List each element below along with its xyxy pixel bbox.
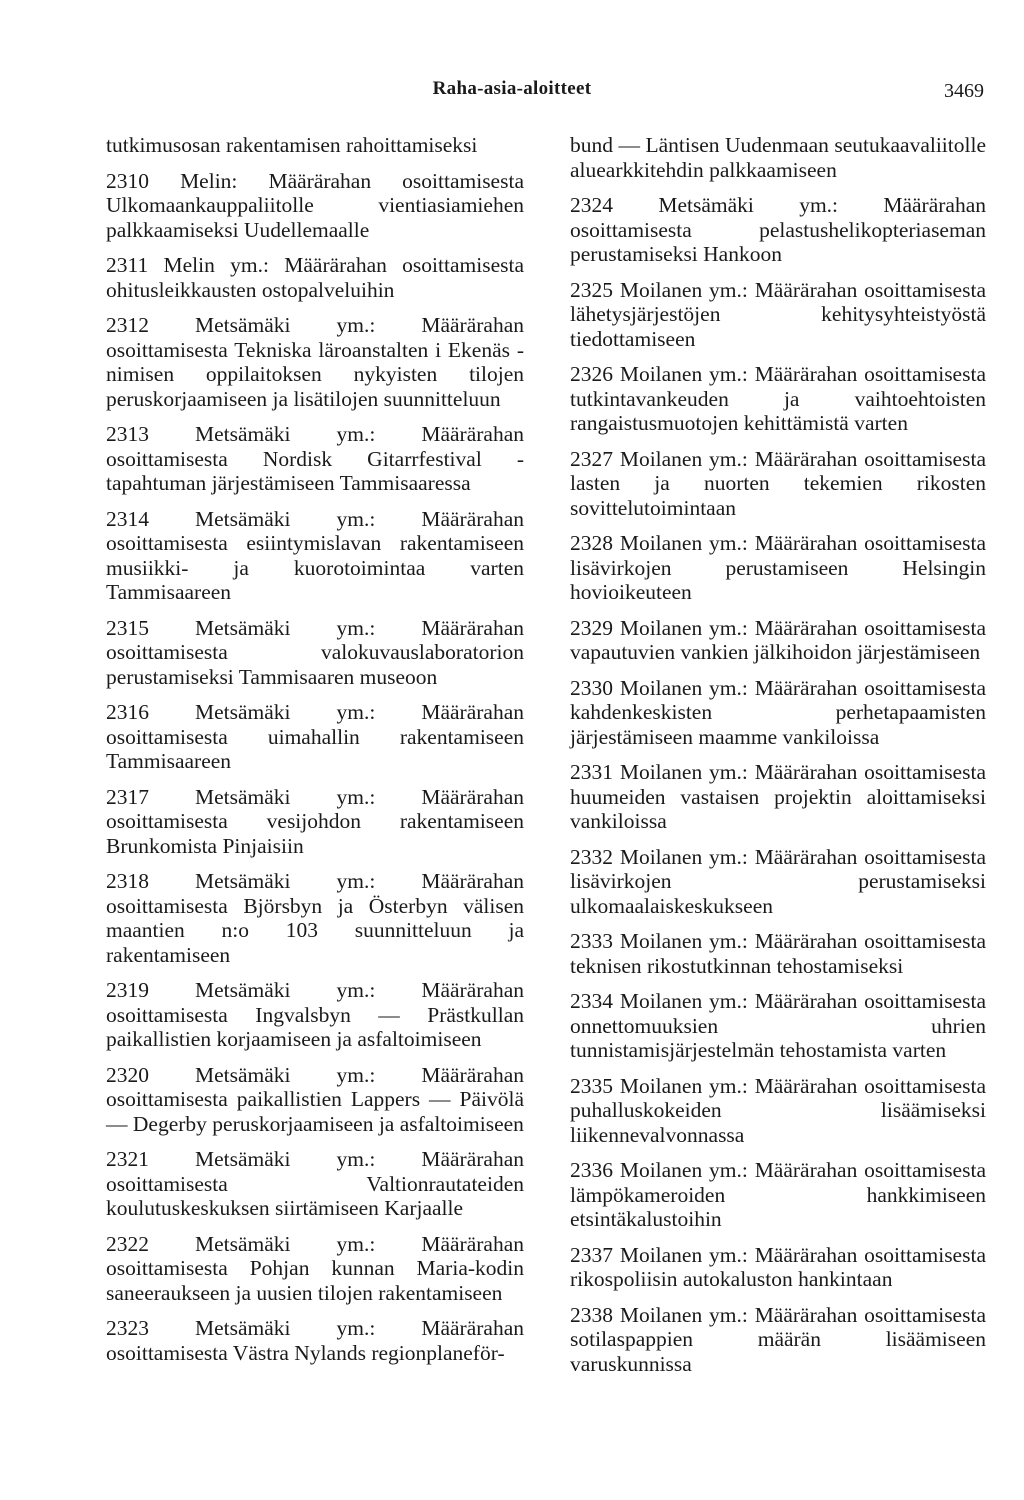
entry-2312: 2312 Metsämäki ym.: Määrärahan osoittamisesta Tekniska läroanstalten i Ekenäs -nimisen oppilaitoksen nykyisten tilojen peruskorjaamiseen ja lisätilojen suunnitteluun: [106, 313, 524, 411]
running-header-title: Raha-asia-aloitteet: [432, 78, 592, 99]
entry-2310: 2310 Melin: Määrärahan osoittamisesta Ulkomaankauppaliitolle vientiasiamiehen palkkaamiseksi Uudellemaalle: [106, 168, 524, 242]
entry-2318: 2318 Metsämäki ym.: Määrärahan osoittamisesta Björsbyn ja Österbyn välisen maantien n:o 103 suunnitteluun ja rakentamiseen: [106, 869, 524, 967]
entry-2323-continuation: bund — Läntisen Uudenmaan seutukaavaliitolle aluearkkitehdin palkkaamiseen: [570, 133, 986, 182]
entry-2333: 2333 Moilanen ym.: Määrärahan osoittamisesta teknisen rikostutkinnan tehostamiseksi: [570, 929, 986, 978]
entry-2337: 2337 Moilanen ym.: Määrärahan osoittamisesta rikospoliisin autokaluston hankintaan: [570, 1242, 986, 1291]
entry-2324: 2324 Metsämäki ym.: Määrärahan osoittamisesta pelastushelikopteriaseman perustamiseksi Hankoon: [570, 193, 986, 266]
entry-continuation: tutkimusosan rakentamisen rahoittamiseksi: [106, 133, 478, 157]
entry-2329: 2329 Moilanen ym.: Määrärahan osoittamisesta vapautuvien vankien jälkihoidon järjestämiseen: [570, 615, 986, 664]
left-column: [106, 133, 524, 1376]
entry-2334: 2334 Moilanen ym.: Määrärahan osoittamisesta onnettomuuksien uhrien tunnistamisjärjestelmän tehostamista varten: [570, 989, 986, 1062]
entry-2317: 2317 Metsämäki ym.: Määrärahan osoittamisesta vesijohdon rakentamiseen Brunkomista Pinjaisiin: [106, 784, 524, 858]
entry-2326: 2326 Moilanen ym.: Määrärahan osoittamisesta tutkintavankeuden ja vaihtoehtoisten rangaistusmuotojen kehittämistä varten: [570, 362, 986, 435]
entry-2336: 2336 Moilanen ym.: Määrärahan osoittamisesta lämpökameroiden hankkimiseen etsintäkalustoihin: [570, 1158, 986, 1231]
entry-2319: 2319 Metsämäki ym.: Määrärahan osoittamisesta Ingvalsbyn — Prästkullan paikallistien korjaamiseen ja asfaltoimiseen: [106, 978, 524, 1051]
entry-2325: 2325 Moilanen ym.: Määrärahan osoittamisesta lähetysjärjestöjen kehitysyhteistyöstä tiedottamiseen: [570, 277, 986, 351]
right-column: [570, 133, 986, 1387]
entry-2320: 2320 Metsämäki ym.: Määrärahan osoittamisesta paikallistien Lappers — Päivölä — Degerby peruskorjaamiseen ja asfaltoimiseen: [106, 1062, 524, 1136]
entry-2338: 2338 Moilanen ym.: Määrärahan osoittamisesta sotilaspappien määrän lisäämiseen varuskunnissa: [570, 1302, 986, 1376]
entry-2332: 2332 Moilanen ym.: Määrärahan osoittamisesta lisävirkojen perustamiseksi ulkomaalaiskeskukseen: [570, 844, 986, 918]
entry-2322: 2322 Metsämäki ym.: Määrärahan osoittamisesta Pohjan kunnan Maria-kodin saneeraukseen ja uusien tilojen rakentamiseen: [106, 1231, 524, 1305]
entry-2323: 2323 Metsämäki ym.: Määrärahan osoittamisesta Västra Nylands regionplaneför-: [106, 1316, 524, 1365]
entry-2313: 2313 Metsämäki ym.: Määrärahan osoittamisesta Nordisk Gitarrfestival -tapahtuman järjestämiseen Tammisaaressa: [106, 422, 524, 495]
page-number: 3469: [944, 80, 984, 102]
entry-2314: 2314 Metsämäki ym.: Määrärahan osoittamisesta esiintymislavan rakentamiseen musiikki- ja kuorotoimintaa varten Tammisaareen: [106, 506, 524, 604]
entry-2331: 2331 Moilanen ym.: Määrärahan osoittamisesta huumeiden vastaisen projektin aloittamiseksi vankiloissa: [570, 760, 986, 833]
entry-2311: 2311 Melin ym.: Määrärahan osoittamisesta ohitusleikkausten ostopalveluihin: [106, 253, 524, 302]
entry-2330: 2330 Moilanen ym.: Määrärahan osoittamisesta kahdenkeskisten perhetapaamisten järjestämiseen maamme vankiloissa: [570, 675, 986, 749]
entry-2327: 2327 Moilanen ym.: Määrärahan osoittamisesta lasten ja nuorten tekemien rikosten sovittelutoimintaan: [570, 446, 986, 520]
entry-2328: 2328 Moilanen ym.: Määrärahan osoittamisesta lisävirkojen perustamiseen Helsingin hovioikeuteen: [570, 531, 986, 604]
entry-2316: 2316 Metsämäki ym.: Määrärahan osoittamisesta uimahallin rakentamiseen Tammisaareen: [106, 700, 524, 773]
entry-2335: 2335 Moilanen ym.: Määrärahan osoittamisesta puhalluskokeiden lisäämiseksi liikennevalvonnassa: [570, 1073, 986, 1147]
entry-2321: 2321 Metsämäki ym.: Määrärahan osoittamisesta Valtionrautateiden koulutuskeskuksen siirtämiseen Karjaalle: [106, 1147, 524, 1220]
entry-2315: 2315 Metsämäki ym.: Määrärahan osoittamisesta valokuvauslaboratorion perustamiseksi Tammisaaren museoon: [106, 615, 524, 689]
